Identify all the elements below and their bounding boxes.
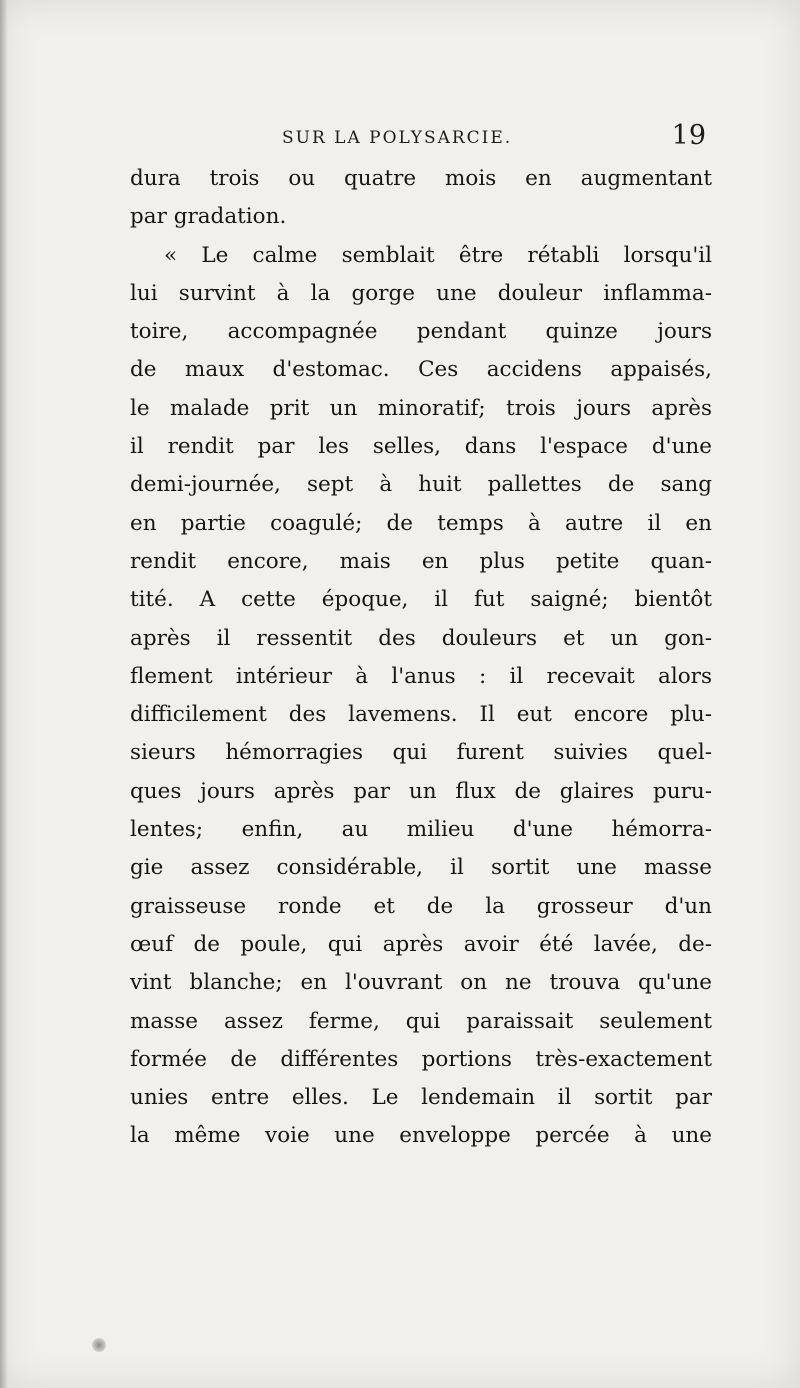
text-line: ques jours après par un flux de glaires puru- bbox=[130, 778, 712, 804]
text-line: demi-journée, sept à huit pallettes de sang bbox=[130, 472, 712, 498]
text-line: dura trois ou quatre mois en augmentant bbox=[130, 166, 712, 191]
text-line: masse assez ferme, qui paraissait seulement bbox=[130, 1008, 712, 1034]
text-line: lui survint à la gorge une douleur inflamma- bbox=[130, 280, 712, 306]
body-text bbox=[130, 160, 712, 1156]
text-line: gie assez considérable, il sortit une masse bbox=[130, 855, 712, 881]
text-line: la même voie une enveloppe percée à une bbox=[130, 1123, 712, 1149]
text-line: unies entre elles. Le lendemain il sortit par bbox=[130, 1085, 712, 1111]
text-line: graisseuse ronde et de la grosseur d'un bbox=[130, 893, 712, 919]
text-line: sieurs hémorragies qui furent suivies quel- bbox=[130, 740, 712, 766]
text-line: rendit encore, mais en plus petite quan- bbox=[130, 548, 712, 574]
text-line: tité. A cette époque, il fut saigné; bientôt bbox=[130, 587, 712, 613]
text-line: « Le calme semblait être rétabli lorsqu'il bbox=[164, 242, 712, 268]
text-line: difficilement des lavemens. Il eut encore plu- bbox=[130, 702, 712, 728]
text-line: il rendit par les selles, dans l'espace d'une bbox=[130, 434, 712, 460]
text-line: vint blanche; en l'ouvrant on ne trouva qu'une bbox=[130, 970, 712, 996]
text-line: en partie coagulé; de temps à autre il en bbox=[130, 510, 712, 536]
page-number: 19 bbox=[671, 120, 706, 151]
text-line: toire, accompagnée pendant quinze jours bbox=[130, 319, 712, 345]
text-line: lentes; enfin, au milieu d'une hémorra- bbox=[130, 817, 712, 843]
text-line: de maux d'estomac. Ces accidens appaisés, bbox=[130, 357, 712, 383]
text-line: après il ressentit des douleurs et un gon- bbox=[130, 625, 712, 651]
text-line: flement intérieur à l'anus : il recevait alors bbox=[130, 663, 712, 689]
text-line: œuf de poule, qui après avoir été lavée, de- bbox=[130, 931, 712, 957]
text-line: formée de différentes portions très-exactement bbox=[130, 1046, 712, 1072]
text-line: le malade prit un minoratif; trois jours après bbox=[130, 395, 712, 421]
ink-smudge bbox=[92, 1338, 106, 1352]
page-header bbox=[130, 118, 710, 158]
running-title: SUR LA POLYSARCIE. bbox=[282, 128, 513, 148]
text-line: par gradation. bbox=[130, 204, 287, 230]
